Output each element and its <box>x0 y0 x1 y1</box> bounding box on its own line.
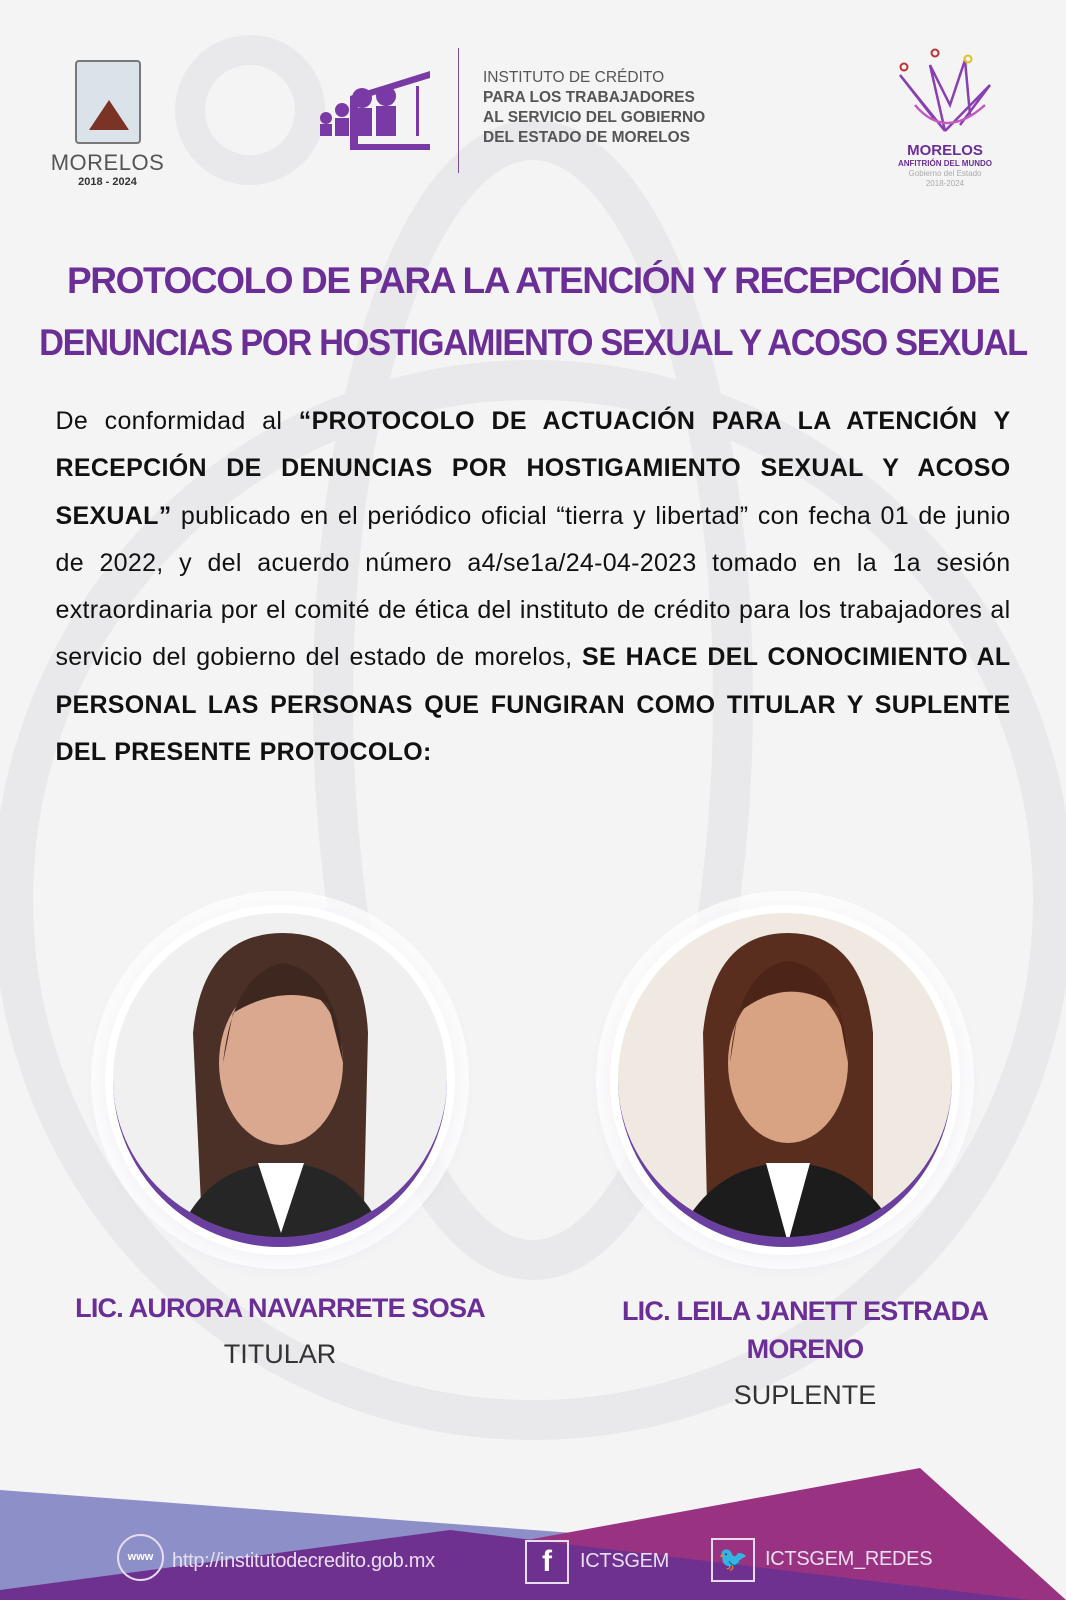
state-coat-of-arms-icon <box>75 60 141 144</box>
title-line-1: PROTOCOLO DE PARA LA ATENCIÓN Y RECEPCIÓN DE <box>66 260 1000 301</box>
suplente-info <box>585 1292 1025 1412</box>
titular-info <box>20 1289 540 1371</box>
suplente-photo <box>610 905 960 1255</box>
state-logo-name: MORELOS <box>50 150 165 175</box>
morelos-government-logo <box>885 45 1005 189</box>
main-content <box>0 250 1066 776</box>
lotus-flower-icon <box>890 45 1000 135</box>
person-portrait-icon <box>618 913 952 1247</box>
twitter-icon: 🐦 <box>711 1538 755 1582</box>
title-line-2: DENUNCIAS POR HOSTIGAMIENTO SEXUAL Y ACOSO SEXUAL <box>39 322 1027 363</box>
body-text-1: De conformidad al <box>55 407 299 435</box>
header-divider <box>458 48 459 173</box>
person-portrait-icon <box>113 913 447 1247</box>
titular-name: LIC. AURORA NAVARRETE SOSA <box>75 1293 485 1323</box>
gov-logo-slogan: ANFITRIÓN DEL MUNDO <box>897 159 993 168</box>
page-title <box>0 250 1066 374</box>
facebook-icon: f <box>525 1540 569 1584</box>
www-globe-icon: www <box>117 1534 164 1581</box>
website-link[interactable]: http://institutodecredito.gob.mx <box>172 1550 435 1572</box>
institute-line-4: DEL ESTADO DE MORELOS <box>483 129 690 146</box>
gov-logo-subtitle: Gobierno del Estado <box>908 169 982 178</box>
institute-line-1: INSTITUTO DE CRÉDITO <box>483 69 665 86</box>
announcement-text: SE HACE DEL CONOCIMIENTO AL PERSONAL LAS PERSONAS QUE FUNGIRAN COMO TITULAR Y SUPLENTE DEL PRESENTE PROTOCOLO: <box>55 643 1011 767</box>
titular-photo <box>105 905 455 1255</box>
suplente-name: LIC. LEILA JANETT ESTRADA MORENO <box>621 1296 988 1364</box>
institute-name <box>483 68 705 148</box>
body-text-2: publicado en el periódico oficial “tierra y libertad” con fecha 01 de junio de 2022, y del acuerdo número a4/se1a/24-04-2023 tomado en la 1a sesión extraordinaria por el comité de ética del instituto de crédito para los trabajadores al servicio del gobierno del estado de morelos, <box>55 501 1011 672</box>
gov-logo-name: MORELOS <box>907 142 983 159</box>
titular-role: TITULAR <box>223 1339 337 1369</box>
institute-line-3: AL SERVICIO DEL GOBIERNO <box>483 109 706 126</box>
state-logo-years: 2018 - 2024 <box>78 176 137 188</box>
gov-logo-years: 2018-2024 <box>925 179 965 188</box>
body-paragraph <box>56 398 1011 776</box>
facebook-handle[interactable]: ICTSGEM <box>580 1550 670 1572</box>
institute-line-2: PARA LOS TRABAJADORES <box>483 89 695 106</box>
twitter-handle[interactable]: ICTSGEM_REDES <box>765 1548 933 1570</box>
morelos-state-logo <box>45 60 170 188</box>
ictsgem-logo-icon <box>320 66 440 156</box>
protocol-name: “PROTOCOLO DE ACTUACIÓN PARA LA ATENCIÓN Y RECEPCIÓN DE DENUNCIAS POR HOSTIGAMIENTO SEXUAL Y ACOSO SEXUAL” <box>55 407 1011 530</box>
suplente-role: SUPLENTE <box>733 1380 877 1410</box>
